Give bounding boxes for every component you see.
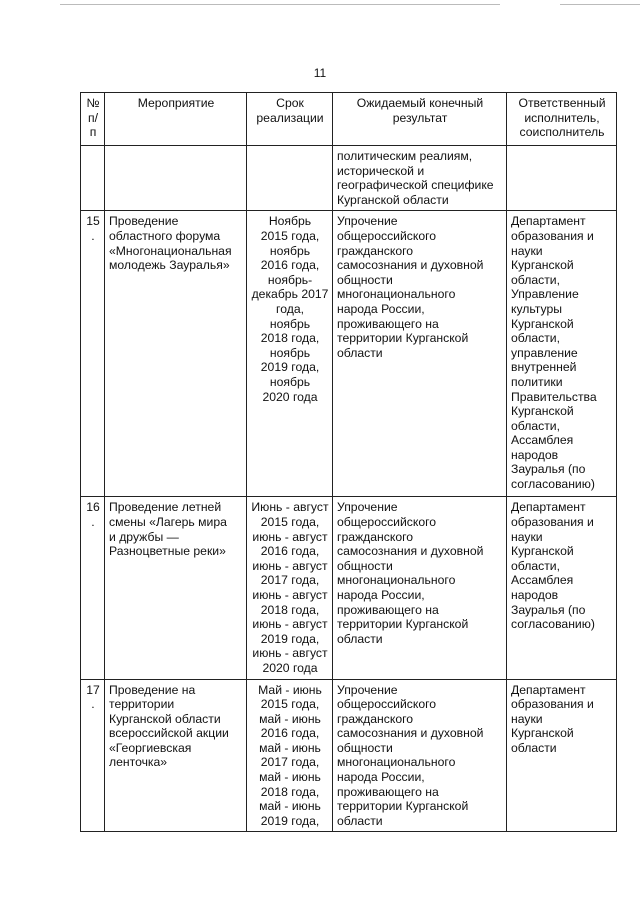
result-text-line: общности	[337, 558, 393, 573]
result-text-line: самосознания и духовной	[337, 726, 484, 741]
term-text-line: июнь - август	[252, 558, 328, 573]
result-text-line: политическим реалиям,	[337, 149, 473, 163]
event-text-line: Проведение	[109, 214, 179, 229]
responsible-text-line: области,	[511, 558, 560, 573]
term-text-line: 2015 года,	[260, 697, 320, 712]
result-text-line: территории Курганской	[337, 617, 469, 632]
cell-term	[247, 679, 333, 832]
result-text-line: общности	[337, 272, 393, 287]
header-responsible: Ответственный исполнитель, соисполнитель	[507, 93, 617, 146]
cell-term	[247, 211, 333, 497]
result-text-line: общероссийского	[337, 228, 437, 243]
term-text-line: 2019 года,	[260, 813, 320, 828]
result-text-line: гражданского	[337, 711, 414, 726]
event-text-line: Проведение на	[109, 682, 196, 697]
responsible-text-line: Зауралья (по	[511, 462, 586, 477]
cell-num: 17.	[81, 679, 105, 832]
term-text-line: май - июнь	[259, 740, 321, 755]
table-header-row	[81, 93, 617, 146]
result-text-line: народа России,	[337, 301, 425, 316]
event-text-line: «Георгиевская	[109, 740, 192, 755]
result-text-line: общности	[337, 740, 393, 755]
term-text-line: года,	[276, 301, 304, 316]
result-text-line: исторической и	[337, 163, 425, 178]
event-text-line: и дружбы —	[109, 529, 179, 544]
responsible-text-line: культуры	[511, 301, 563, 316]
header-num: № п/п	[81, 93, 105, 146]
result-text-line: Упрочение	[337, 214, 398, 229]
result-text-line: Упрочение	[337, 682, 398, 697]
term-text-line: 2016 года,	[260, 544, 320, 559]
event-text-line: территории	[109, 697, 175, 712]
result-text-line: Курганской области	[337, 192, 449, 207]
cell-result	[333, 497, 507, 679]
event-text-line: областного форума	[109, 228, 221, 243]
cell-term	[247, 497, 333, 679]
responsible-text-line: Ассамблея	[511, 573, 574, 588]
result-text-line: области	[337, 345, 383, 360]
term-text-line: Июнь - август	[251, 500, 329, 515]
event-text-line: «Многонациональная	[109, 243, 232, 258]
responsible-text-line: образования и	[511, 228, 594, 243]
result-text-line: проживающего на	[337, 316, 439, 331]
responsible-text-line: науки	[511, 529, 543, 544]
responsible-text-line: Зауралья (по	[511, 602, 586, 617]
term-text-line: ноябрь	[269, 345, 311, 360]
result-text-line: территории Курганской	[337, 799, 469, 814]
event-text-line: Проведение летней	[109, 500, 222, 515]
term-text-line: май - июнь	[259, 711, 321, 726]
term-text-line: 2016 года,	[260, 726, 320, 741]
term-text-line: июнь - август	[252, 617, 328, 632]
cell-num	[81, 146, 105, 211]
event-text-line: всероссийской акции	[109, 726, 229, 741]
cell-result	[333, 679, 507, 832]
responsible-text-line: народов	[511, 447, 559, 462]
responsible-text-line: Курганской	[511, 726, 574, 741]
responsible-text-line: науки	[511, 711, 543, 726]
term-text-line: 2017 года,	[260, 755, 320, 770]
cell-event	[105, 679, 247, 832]
event-text-line: Курганской области	[109, 711, 221, 726]
header-term: Срок реализации	[247, 93, 333, 146]
term-text-line: ноябрь-	[267, 272, 313, 287]
term-text-line: 2020 года	[262, 389, 318, 404]
responsible-text-line: Департамент	[511, 214, 586, 229]
term-text-line: июнь - август	[252, 587, 328, 602]
term-text-line: 2016 года,	[260, 258, 320, 273]
term-text-line: 2020 года	[262, 660, 318, 675]
responsible-text-line: согласованию)	[511, 477, 595, 492]
term-text-line: 2017 года,	[260, 573, 320, 588]
responsible-text-line: внутренней	[511, 360, 577, 375]
responsible-text-line: Департамент	[511, 682, 586, 697]
result-text-line: проживающего на	[337, 602, 439, 617]
result-text-line: проживающего на	[337, 784, 439, 799]
responsible-text-line: народов	[511, 587, 559, 602]
responsible-text-line: управление	[511, 345, 578, 360]
cell-result	[333, 146, 507, 211]
responsible-text-line: Курганской	[511, 316, 574, 331]
result-text-line: многонационального	[337, 573, 456, 588]
term-text-line: июнь - август	[252, 646, 328, 661]
event-text-line: Разноцветные реки»	[109, 544, 226, 559]
term-text-line: ноябрь	[269, 243, 311, 258]
term-text-line: 2015 года,	[260, 514, 320, 529]
term-text-line: Ноябрь	[268, 214, 312, 229]
responsible-text-line: Департамент	[511, 500, 586, 515]
result-text-line: общероссийского	[337, 514, 437, 529]
table-row	[81, 211, 617, 497]
result-text-line: Упрочение	[337, 500, 398, 515]
scan-edge-line	[60, 4, 500, 5]
responsible-text-line: Курганской	[511, 404, 574, 419]
result-text-line: общероссийского	[337, 697, 437, 712]
event-text-line: ленточка»	[109, 755, 168, 770]
cell-event	[105, 497, 247, 679]
result-text-line: области	[337, 813, 383, 828]
responsible-text-line: науки	[511, 243, 543, 258]
responsible-text-line: политики	[511, 374, 563, 389]
term-text-line: 2019 года,	[260, 360, 320, 375]
cell-responsible	[507, 146, 617, 211]
result-text-line: территории Курганской	[337, 331, 469, 346]
term-text-line: 2015 года,	[260, 228, 320, 243]
result-text-line: гражданского	[337, 529, 414, 544]
result-text-line: области	[337, 631, 383, 646]
result-text-line: многонационального	[337, 287, 456, 302]
cell-result	[333, 211, 507, 497]
events-table	[80, 92, 617, 832]
header-event: Мероприятие	[105, 93, 247, 146]
cell-event	[105, 211, 247, 497]
event-text-line: молодежь Зауралья»	[109, 258, 230, 273]
responsible-text-line: Управление	[511, 287, 579, 302]
responsible-text-line: области,	[511, 272, 560, 287]
cell-responsible	[507, 679, 617, 832]
result-text-line: многонационального	[337, 755, 456, 770]
result-text-line: самосознания и духовной	[337, 544, 484, 559]
responsible-text-line: Правительства	[511, 389, 597, 404]
term-text-line: ноябрь	[269, 316, 311, 331]
responsible-text-line: образования и	[511, 697, 594, 712]
term-text-line: 2018 года,	[260, 331, 320, 346]
header-result: Ожидаемый конечный результат	[333, 93, 507, 146]
cell-num: 15.	[81, 211, 105, 497]
cell-responsible	[507, 211, 617, 497]
responsible-text-line: согласованию)	[511, 617, 595, 632]
term-text-line: май - июнь	[259, 770, 321, 785]
term-text-line: 2019 года,	[260, 631, 320, 646]
term-text-line: май - июнь	[259, 799, 321, 814]
term-text-line: декабрь 2017	[251, 287, 329, 302]
event-text-line: смены «Лагерь мира	[109, 514, 227, 529]
table-body	[81, 146, 617, 832]
responsible-text-line: Курганской	[511, 544, 574, 559]
cell-num: 16.	[81, 497, 105, 679]
scan-edge-line	[560, 4, 640, 5]
table-row	[81, 146, 617, 211]
cell-term	[247, 146, 333, 211]
result-text-line: географической специфике	[337, 178, 494, 193]
responsible-text-line: Курганской	[511, 258, 574, 273]
responsible-text-line: Ассамблея	[511, 433, 574, 448]
cell-event	[105, 146, 247, 211]
result-text-line: народа России,	[337, 770, 425, 785]
responsible-text-line: области,	[511, 418, 560, 433]
term-text-line: июнь - август	[252, 529, 328, 544]
responsible-text-line: области,	[511, 331, 560, 346]
table-row	[81, 679, 617, 832]
term-text-line: 2018 года,	[260, 602, 320, 617]
result-text-line: гражданского	[337, 243, 414, 258]
page-number: 11	[313, 66, 327, 80]
cell-responsible	[507, 497, 617, 679]
term-text-line: ноябрь	[269, 374, 311, 389]
term-text-line: 2018 года,	[260, 784, 320, 799]
result-text-line: народа России,	[337, 587, 425, 602]
result-text-line: самосознания и духовной	[337, 258, 484, 273]
term-text-line: Май - июнь	[258, 682, 322, 697]
responsible-text-line: области	[511, 740, 557, 755]
table-row	[81, 497, 617, 679]
responsible-text-line: образования и	[511, 514, 594, 529]
